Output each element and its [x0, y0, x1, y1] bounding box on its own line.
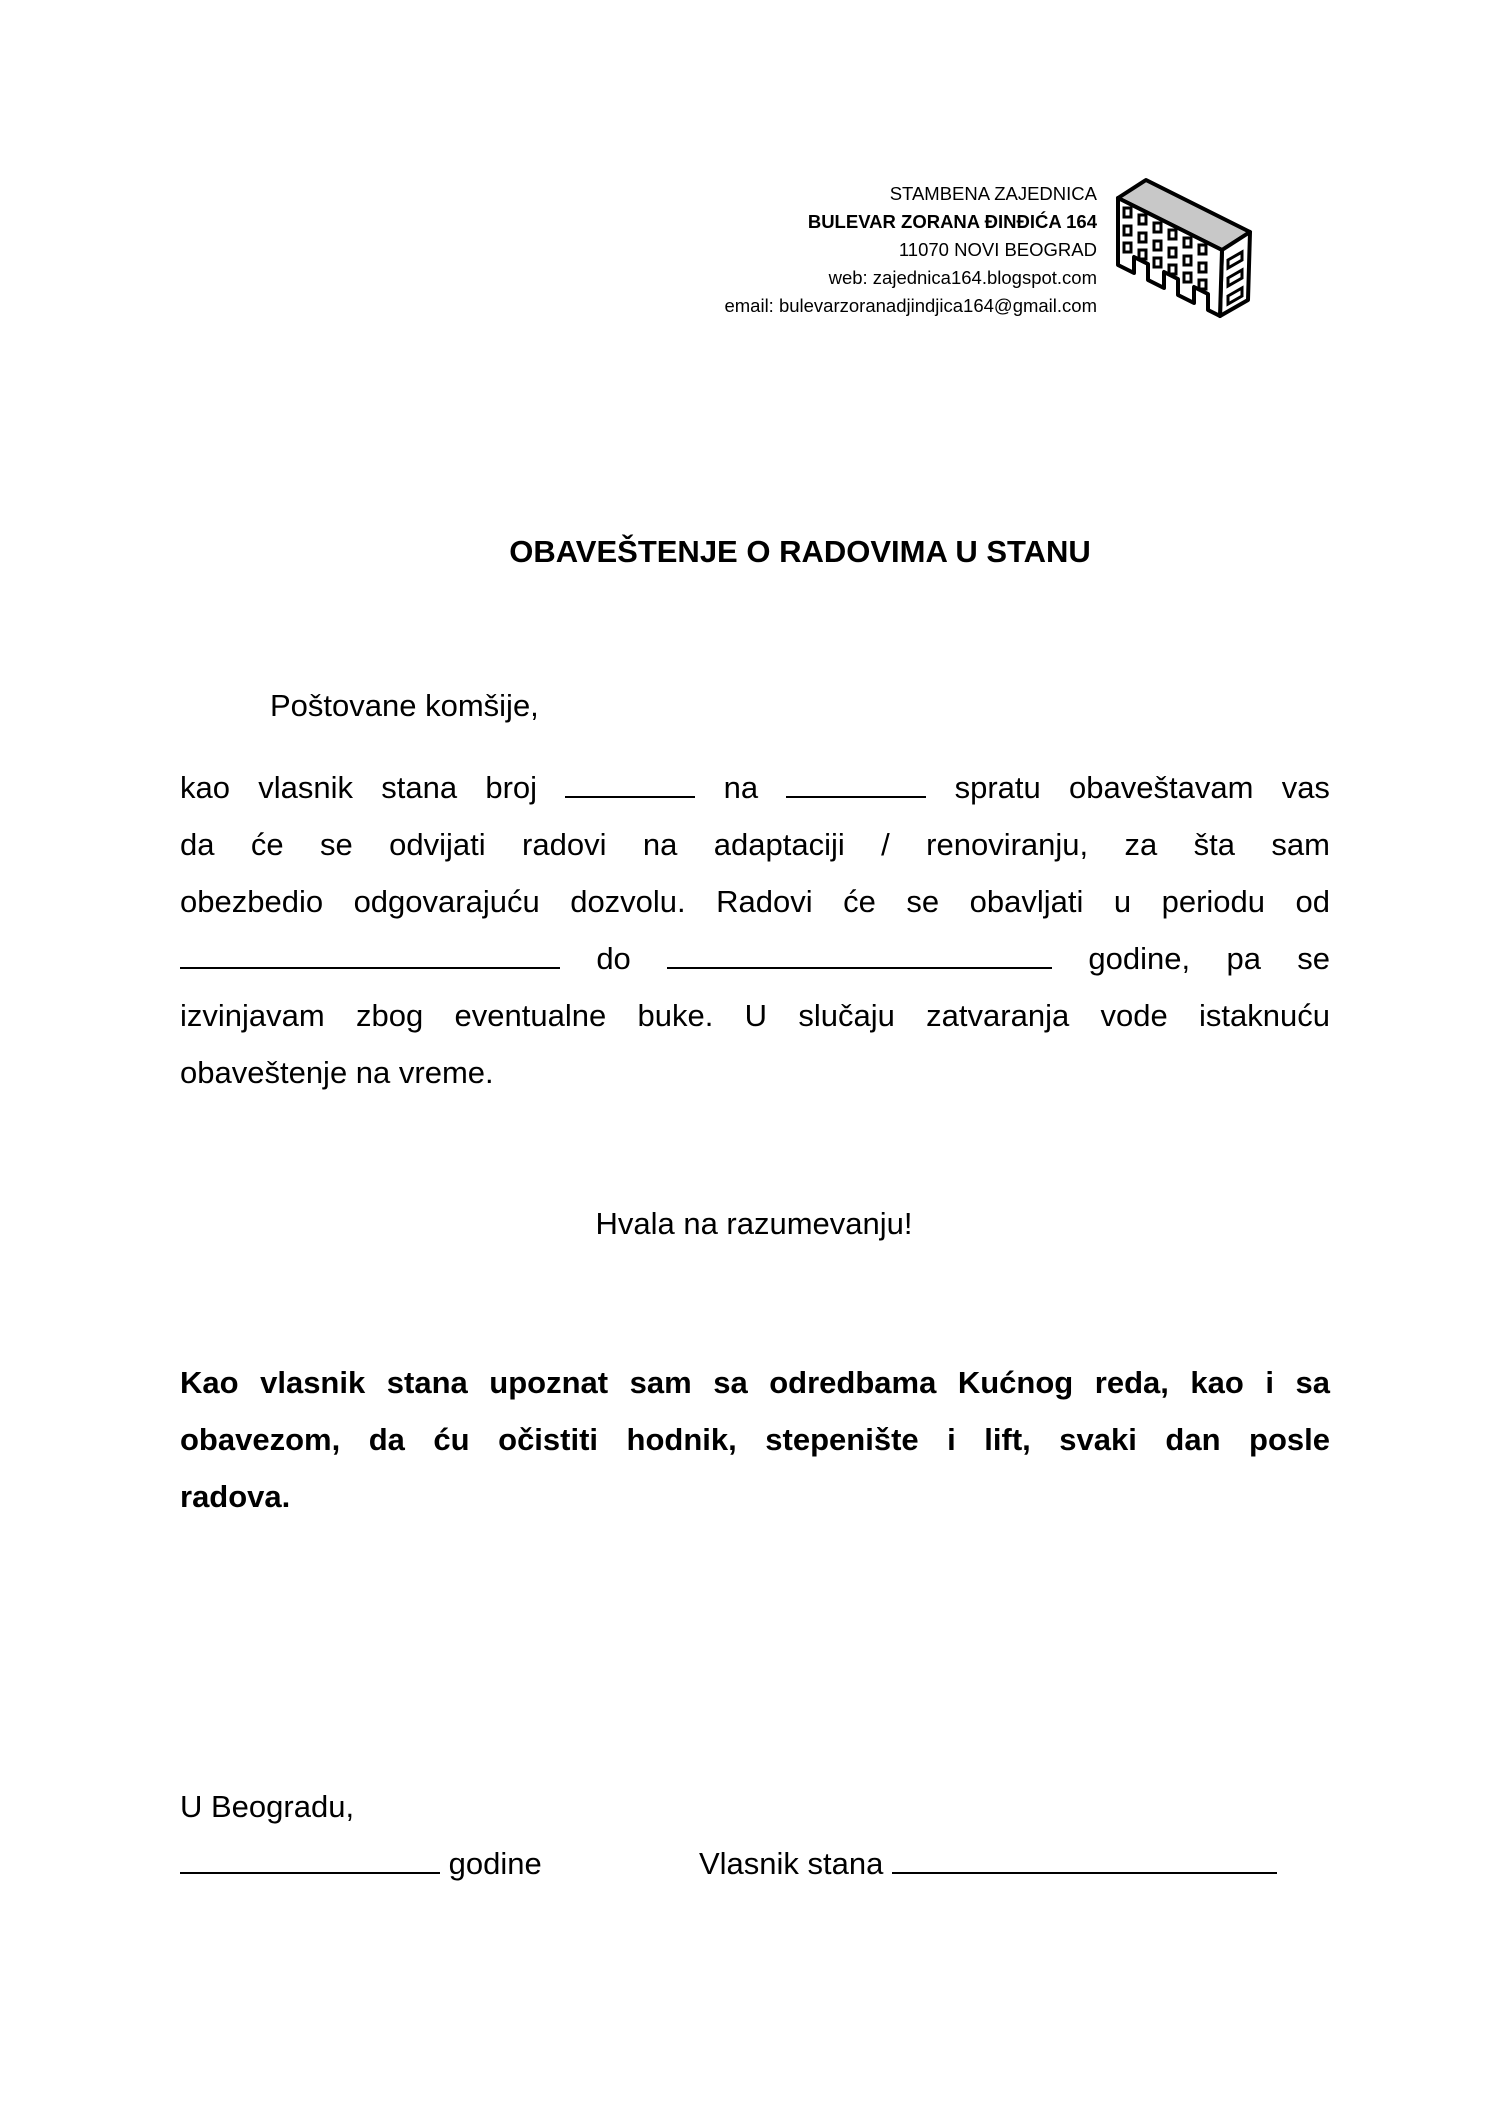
- paragraph-line: obaveštenje na vreme.: [180, 1055, 494, 1090]
- end-date-field[interactable]: [667, 941, 1052, 969]
- owner-signature-field[interactable]: [892, 1846, 1277, 1874]
- declaration-line: radova.: [180, 1479, 291, 1514]
- owner-label: Vlasnik stana: [698, 1846, 884, 1881]
- declaration-paragraph: [180, 1354, 1330, 1525]
- greeting: Poštovane komšije,: [270, 688, 539, 723]
- date-suffix: godine: [448, 1846, 542, 1881]
- declaration-line: obavezom, da ću očistiti hodnik, stepenište i lift, svaki dan posle: [180, 1422, 1330, 1457]
- apartment-number-field[interactable]: [565, 770, 695, 798]
- paragraph-line: da će se odvijati radovi na adaptaciji / renoviranju, za šta sam: [180, 827, 1330, 862]
- letterhead: [724, 180, 1097, 320]
- signing-date-field[interactable]: [180, 1846, 440, 1874]
- org-name: STAMBENA ZAJEDNICA: [889, 183, 1097, 204]
- org-email: email: bulevarzoranadjindjica164@gmail.com: [724, 295, 1097, 316]
- signature-block: [180, 1778, 1330, 1892]
- floor-field[interactable]: [786, 770, 926, 798]
- org-address: BULEVAR ZORANA ĐINĐIĆA 164: [807, 211, 1097, 232]
- paragraph-line: kao vlasnik stana broj na spratu obaveštavam vas: [180, 770, 1330, 805]
- paragraph-line: obezbedio odgovarajuću dozvolu. Radovi će se obavljati u periodu od: [180, 884, 1330, 919]
- place-label: U Beogradu,: [180, 1789, 355, 1824]
- building-icon: [1112, 176, 1256, 320]
- document-title: OBAVEŠTENJE O RADOVIMA U STANU: [509, 534, 1091, 569]
- paragraph-line: izvinjavam zbog eventualne buke. U slučaju zatvaranja vode istaknuću: [180, 998, 1330, 1033]
- declaration-line: Kao vlasnik stana upoznat sam sa odredbama Kućnog reda, kao i sa: [180, 1365, 1330, 1400]
- org-city: 11070 NOVI BEOGRAD: [898, 239, 1097, 260]
- notice-paragraph: [180, 759, 1330, 1101]
- thanks-text: Hvala na razumevanju!: [595, 1206, 913, 1241]
- org-web: web: zajednica164.blogspot.com: [828, 267, 1097, 288]
- start-date-field[interactable]: [180, 941, 560, 969]
- signature-line: [180, 1835, 1330, 1892]
- paragraph-line: do godine, pa se: [180, 930, 1330, 987]
